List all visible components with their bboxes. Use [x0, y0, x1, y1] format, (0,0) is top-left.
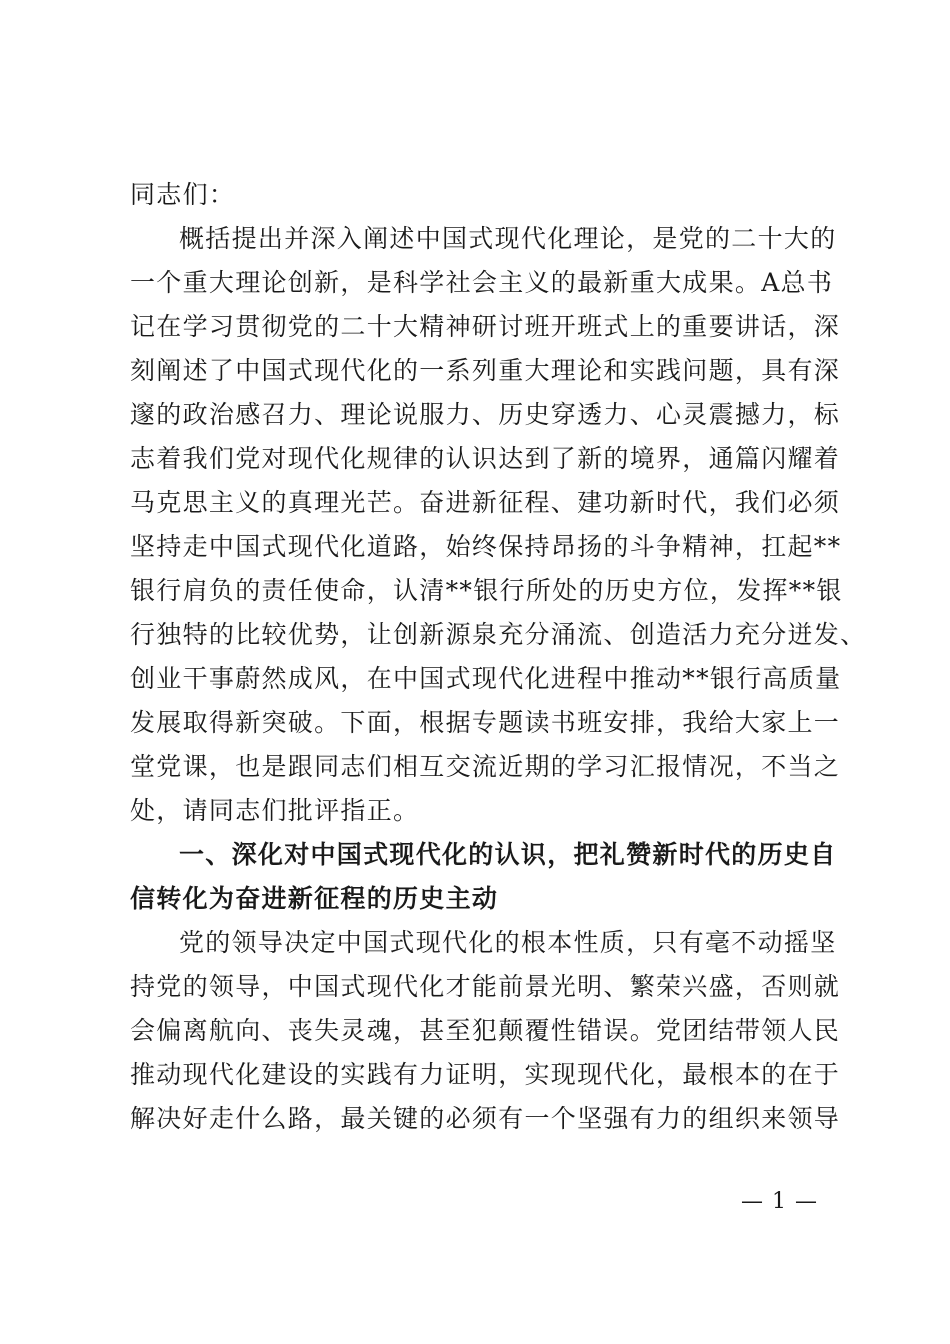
paragraph-line: 发展取得新突破。下面，根据专题读书班安排，我给大家上一: [130, 708, 841, 737]
paragraph-line: 创业干事蔚然成风，在中国式现代化进程中推动**银行高质量: [130, 664, 842, 693]
paragraph-line: 堂党课，也是跟同志们相互交流近期的学习汇报情况，不当之: [130, 752, 841, 781]
heading-line: 信转化为奋进新征程的历史主动: [130, 884, 499, 913]
paragraph-line: 处，请同志们批评指正。: [130, 796, 420, 825]
paragraph-line: 概括提出并深入阐述中国式现代化理论，是党的二十大的: [179, 224, 837, 253]
paragraph-line: 一个重大理论创新，是科学社会主义的最新重大成果。A总书: [130, 268, 834, 297]
paragraph-line: 银行肩负的责任使命，认清**银行所处的历史方位，发挥**银: [130, 576, 843, 605]
paragraph-line: 记在学习贯彻党的二十大精神研讨班开班式上的重要讲话，深: [130, 312, 841, 341]
paragraph-section-1: [130, 921, 841, 1141]
paragraph-line: 党的领导决定中国式现代化的根本性质，只有毫不动摇坚: [179, 928, 837, 957]
paragraph-line: 马克思主义的真理光芒。奋进新征程、建功新时代，我们必须: [130, 488, 841, 517]
paragraph-line: 坚持走中国式现代化道路，始终保持昂扬的斗争精神，扛起**: [130, 532, 842, 561]
heading-line: 一、深化对中国式现代化的认识，把礼赞新时代的历史自: [179, 840, 837, 869]
paragraph-line: 刻阐述了中国式现代化的一系列重大理论和实践问题，具有深: [130, 356, 841, 385]
paragraph-line: 持党的领导，中国式现代化才能前景光明、繁荣兴盛，否则就: [130, 972, 841, 1001]
salutation: 同志们：: [130, 180, 236, 209]
paragraph-intro: [130, 217, 867, 833]
paragraph-line: 会偏离航向、丧失灵魂，甚至犯颠覆性错误。党团结带领人民: [130, 1016, 841, 1045]
paragraph-line: 行独特的比较优势，让创新源泉充分涌流、创造活力充分迸发、: [130, 620, 867, 649]
document-body: [130, 173, 867, 1141]
section-heading: [130, 833, 837, 921]
paragraph-line: 志着我们党对现代化规律的认识达到了新的境界，通篇闪耀着: [130, 444, 841, 473]
paragraph-line: 推动现代化建设的实践有力证明，实现现代化，最根本的在于: [130, 1060, 841, 1089]
paragraph-line: 解决好走什么路，最关键的必须有一个坚强有力的组织来领导: [130, 1104, 841, 1133]
paragraph-line: 邃的政治感召力、理论说服力、历史穿透力、心灵震撼力，标: [130, 400, 841, 429]
page-number: — 1 —: [741, 1189, 818, 1214]
